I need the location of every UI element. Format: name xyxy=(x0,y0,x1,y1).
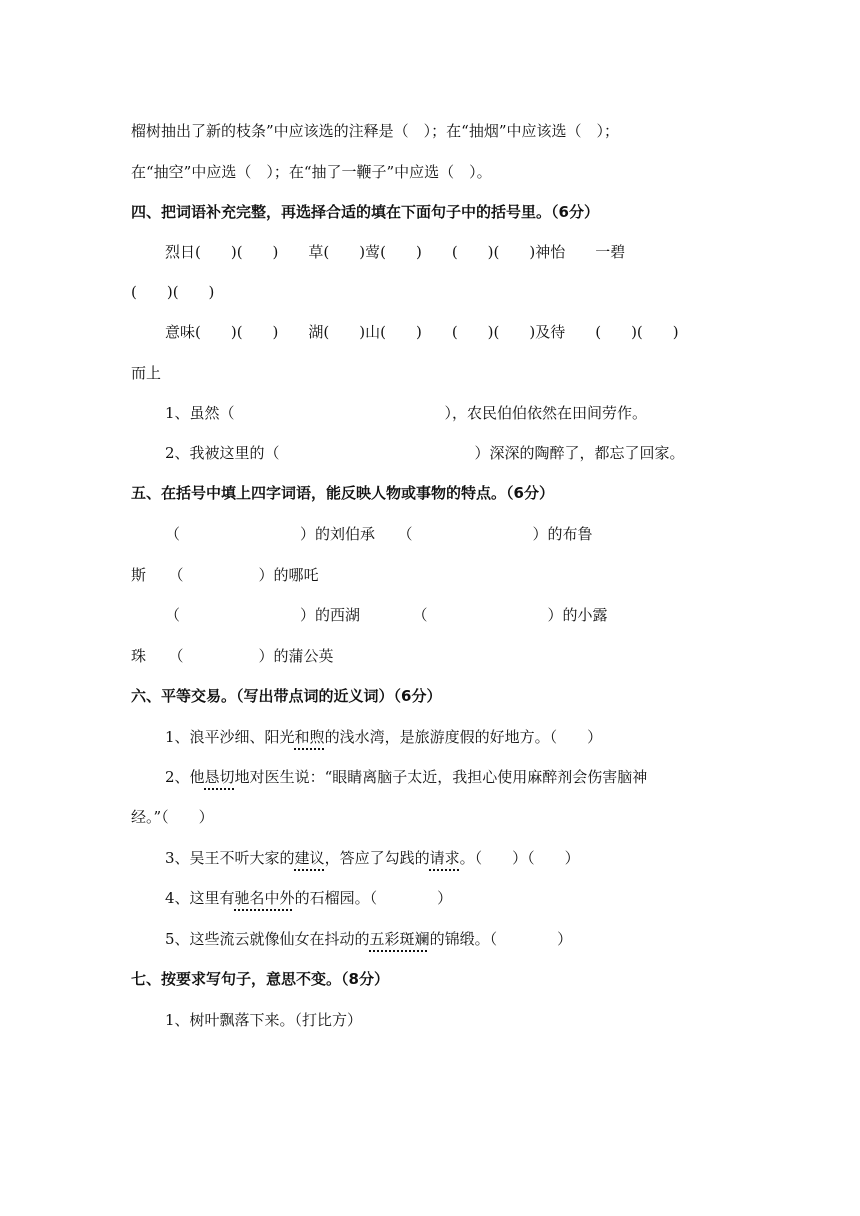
q5-row1-wrap: 斯 （ ）的哪吒 xyxy=(131,566,319,584)
text: 。（ ）（ ） xyxy=(459,849,580,867)
q4-row1-wrap: ( )( ) xyxy=(131,283,215,301)
q4-row1: 烈日( )( ) 草( )莺( ) ( )( )神怡 一碧 xyxy=(165,243,626,261)
text: 2、他 xyxy=(165,768,205,786)
q3-tail-line2: 在“抽空”中应选（ ）；在“抽了一鞭子”中应选（ ）。 xyxy=(131,163,492,181)
q5-heading: 五、在括号中填上四字词语，能反映人物或事物的特点。（6分） xyxy=(131,484,554,502)
text: 地对医生说：“眼睛离脑子太近，我担心使用麻醉剂会伤害脑神 xyxy=(234,768,648,786)
q4-heading: 四、把词语补充完整，再选择合适的填在下面句子中的括号里。（6分） xyxy=(131,203,599,221)
q7-item-1: 1、树叶飘落下来。（打比方） xyxy=(165,1011,363,1029)
q5-row2: （ ）的西湖 （ ）的小露 xyxy=(165,606,608,624)
dotted-word: 建议 xyxy=(294,849,325,867)
q6-item-4 xyxy=(165,888,452,908)
dotted-word: 驰名中外 xyxy=(234,889,295,907)
q6-item-3 xyxy=(165,848,580,868)
q6-heading: 六、平等交易。（写出带点词的近义词）（6分） xyxy=(131,687,442,705)
text: 1、浪平沙细、阳光 xyxy=(165,728,295,746)
q4-sentence-1: 1、虽然（ ），农民伯伯依然在田间劳作。 xyxy=(165,404,648,422)
q6-item-2 xyxy=(165,767,647,787)
q3-tail-line1: 榴树抽出了新的枝条”中应该选的注释是（ ）；在“抽烟”中应该选（ ）； xyxy=(131,122,620,140)
dotted-word: 恳切 xyxy=(204,768,235,786)
dotted-word: 请求 xyxy=(429,849,460,867)
dotted-word: 五彩斑斓 xyxy=(369,930,430,948)
q5-row2-wrap: 珠 （ ）的蒲公英 xyxy=(131,647,334,665)
q4-row2: 意味( )( ) 湖( )山( ) ( )( )及待 ( )( ) xyxy=(165,323,679,341)
q5-row1: （ ）的刘伯承 （ ）的布鲁 xyxy=(165,525,593,543)
dotted-word: 和煦 xyxy=(294,728,325,746)
q6-item-5 xyxy=(165,929,572,949)
q6-item-2-wrap: 经。”（ ） xyxy=(131,808,214,826)
text: 的浅水湾，是旅游度假的好地方。（ ） xyxy=(324,728,603,746)
q7-heading: 七、按要求写句子，意思不变。（8分） xyxy=(131,970,389,988)
text: 3、吴王不听大家的 xyxy=(165,849,295,867)
text: 的锦缎。（ ） xyxy=(429,930,573,948)
text: 5、这些流云就像仙女在抖动的 xyxy=(165,930,370,948)
text: 4、这里有 xyxy=(165,889,235,907)
q6-item-1 xyxy=(165,727,602,747)
text: ，答应了勾践的 xyxy=(324,849,430,867)
q4-sentence-2: 2、我被这里的（ ）深深的陶醉了，都忘了回家。 xyxy=(165,444,685,462)
text: 的石榴园。（ ） xyxy=(294,889,453,907)
q4-row2-wrap: 而上 xyxy=(131,364,162,382)
